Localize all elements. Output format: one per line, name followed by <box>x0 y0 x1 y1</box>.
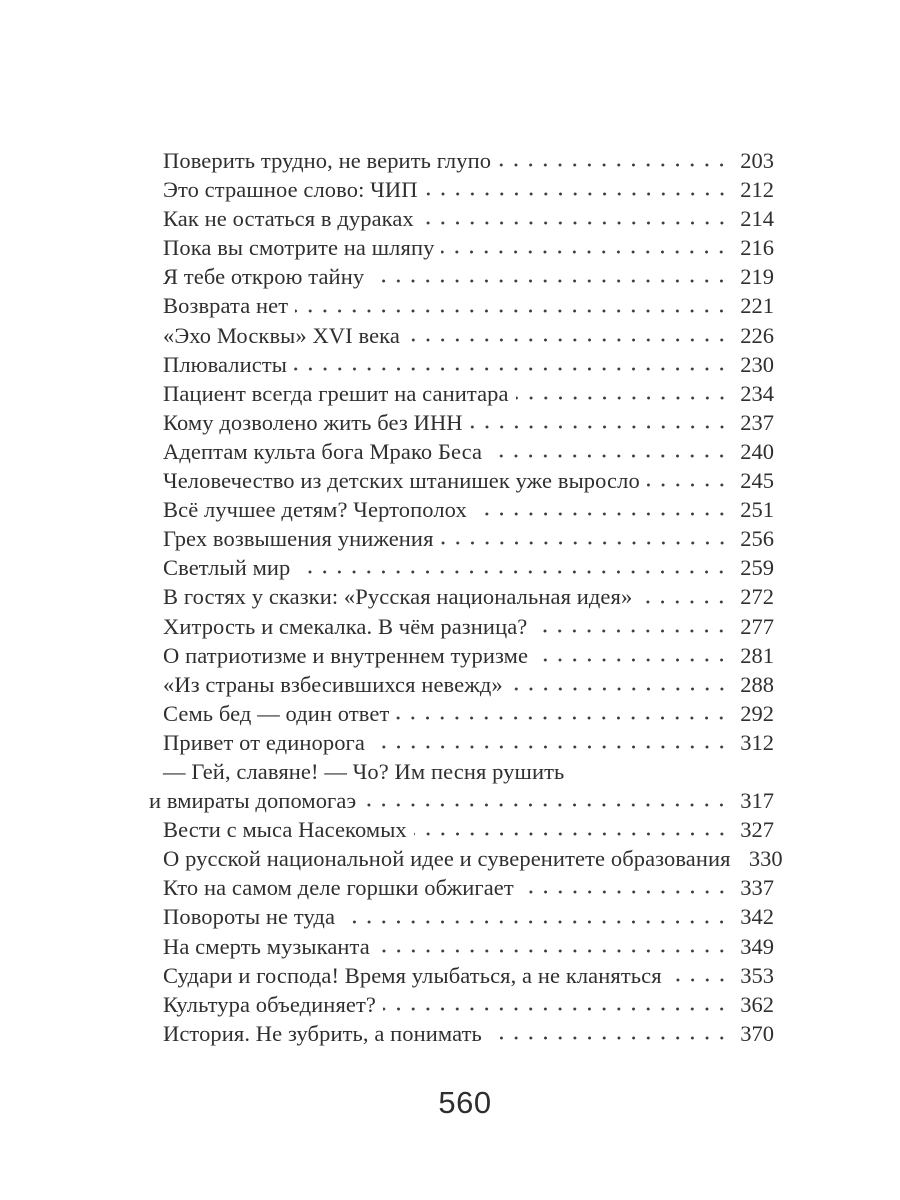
dot-leader <box>396 699 729 728</box>
dot-leader <box>516 379 729 408</box>
toc-entry-title: «Из страны взбесившихся невежд» <box>163 671 503 697</box>
toc-entry-page: 256 <box>740 526 774 552</box>
toc-entry <box>163 233 774 262</box>
dot-leader <box>372 728 729 757</box>
toc-entry-title: «Эхо Москвы» XVI века <box>163 322 400 348</box>
dot-leader <box>535 641 729 670</box>
toc-entry <box>163 321 774 350</box>
dot-leader <box>510 670 729 699</box>
dot-leader <box>425 175 729 204</box>
toc-entry <box>163 961 774 990</box>
dot-leader <box>377 932 729 961</box>
toc-entry-title: Возврата нет <box>163 293 289 319</box>
toc-entry-page: 288 <box>740 671 774 697</box>
toc-entry-page: 226 <box>740 322 774 348</box>
dot-leader <box>371 262 729 291</box>
toc-entry-title: — Гей, славяне! — Чо? Им песня рушить <box>163 758 565 784</box>
toc-entry-title: Поверить трудно, не верить глупо <box>163 148 492 173</box>
toc-entry-title: Кто на самом деле горшки обжигает <box>163 875 514 901</box>
toc-entry-title: Судари и господа! Время улыбаться, а не кланяться <box>163 962 662 988</box>
toc-entry-title: О патриотизме и внутреннем туризме <box>163 642 529 668</box>
toc-entry-title: Человечество из детских штанишек уже выросло <box>163 468 640 494</box>
toc-entry-title: Я тебе открою тайну <box>163 264 365 290</box>
toc-entry-page: 342 <box>740 904 774 930</box>
toc-entry <box>149 786 774 815</box>
toc-entry-page: 337 <box>740 875 774 901</box>
toc-entry-title: Плювалисты <box>163 351 288 377</box>
toc-entry-page: 240 <box>740 438 774 464</box>
toc-entry <box>163 728 774 757</box>
toc-entry <box>163 990 774 1019</box>
dot-leader <box>669 961 729 990</box>
toc-entry-title: На смерть музыканта <box>163 933 370 959</box>
toc-entry <box>163 641 774 670</box>
dot-leader <box>383 990 729 1019</box>
toc-entry-title: Кому дозволено жить без ИНН <box>163 409 463 435</box>
toc-entry-page: 330 <box>748 846 783 872</box>
toc-entry-page: 219 <box>740 264 774 290</box>
toc-entry-title: и вмираты допомогаэ <box>149 788 357 814</box>
dot-leader <box>407 321 729 350</box>
toc-entry-page: 353 <box>740 962 774 988</box>
toc-entry <box>163 873 774 902</box>
toc-entry <box>163 408 774 437</box>
dot-leader <box>647 466 729 495</box>
toc-entry <box>163 699 774 728</box>
toc-entry <box>163 932 774 961</box>
toc-entry-title: Привет от единорога <box>163 729 365 755</box>
toc-entry-page: 251 <box>740 497 774 523</box>
toc-entry-page: 362 <box>740 991 774 1017</box>
toc-entry-page: 245 <box>740 468 774 494</box>
toc-entry-page: 277 <box>740 613 774 639</box>
toc-entry-title: Семь бед — один ответ <box>163 700 390 726</box>
toc-entry <box>163 175 774 204</box>
toc-entry-title: Как не остаться в дураках <box>163 206 414 232</box>
toc-entry-title: Светлый мир <box>163 555 291 581</box>
toc-entry-title: Пока вы смотрите на шляпу <box>163 235 435 261</box>
toc-entry <box>163 262 774 291</box>
toc-entry-page: 214 <box>740 206 774 232</box>
dot-leader <box>363 786 729 815</box>
toc-entry <box>163 582 774 611</box>
toc-entry-page: 212 <box>740 177 774 203</box>
toc-entry-title: Культура объединяет? <box>163 991 377 1017</box>
toc-entry-title: Хитрость и смекалка. В чём разница? <box>163 613 528 639</box>
toc-entry-page: 281 <box>740 642 774 668</box>
toc-entry-title: Пациент всегда грешит на санитара <box>163 380 509 406</box>
toc-entry-title: Грех возвышения унижения <box>163 526 434 552</box>
toc-entry <box>163 815 774 844</box>
toc-entry <box>163 757 774 786</box>
toc-entry <box>163 670 774 699</box>
dot-leader <box>521 873 729 902</box>
dot-leader <box>342 902 729 931</box>
page-footer <box>0 1086 900 1120</box>
toc-entry <box>163 291 774 320</box>
toc-entry-page: 272 <box>740 584 774 610</box>
dot-leader <box>639 582 729 611</box>
toc-entry-page: 292 <box>740 700 774 726</box>
toc-entry-page: 370 <box>740 1020 774 1046</box>
toc-entry-page: 312 <box>740 729 774 755</box>
dot-leader <box>294 350 729 379</box>
toc-entry-page: 237 <box>740 409 774 435</box>
dot-leader <box>498 146 729 175</box>
dot-leader <box>297 553 729 582</box>
toc-entry <box>163 350 774 379</box>
dot-leader <box>414 815 729 844</box>
toc-entry-title: Это страшное слово: ЧИП <box>163 177 418 203</box>
toc-entry-page: 259 <box>740 555 774 581</box>
folio-page-number: 560 <box>438 1085 492 1120</box>
toc-entry-page: 327 <box>740 817 774 843</box>
toc-entry <box>163 437 774 466</box>
toc-entry <box>163 204 774 233</box>
toc-entry-page: 230 <box>740 351 774 377</box>
dot-leader <box>295 291 729 320</box>
toc-entry <box>163 1019 774 1048</box>
toc-entry <box>163 495 774 524</box>
toc-entry <box>163 379 774 408</box>
dot-leader <box>489 437 729 466</box>
toc-entry <box>163 524 774 553</box>
dot-leader <box>474 495 729 524</box>
dot-leader <box>534 612 729 641</box>
toc-entry-page: 216 <box>740 235 774 261</box>
toc-entry-title: Всё лучшее детям? Чертополох <box>163 497 467 523</box>
toc-entry <box>163 844 783 873</box>
toc-entry <box>163 612 774 641</box>
dot-leader <box>441 233 729 262</box>
toc-entry-page: 234 <box>740 380 774 406</box>
dot-leader <box>441 524 729 553</box>
toc-entry-title: В гостях у сказки: «Русская национальная идея» <box>163 584 633 610</box>
toc-entry <box>163 466 774 495</box>
toc-entry <box>163 553 774 582</box>
toc-entry-title: Повороты не туда <box>163 904 336 930</box>
toc-entry-page: 317 <box>740 788 774 814</box>
toc-entry-title: История. Не зубрить, а понимать <box>163 1020 482 1046</box>
toc-entry-page: 203 <box>740 148 774 173</box>
dot-leader <box>421 204 729 233</box>
toc-entry-title: Вести с мыса Насекомых <box>163 817 407 843</box>
toc-entry-title: О русской национальной идее и суверенитете образования <box>163 846 731 872</box>
dot-leader <box>489 1019 729 1048</box>
toc-list <box>149 146 783 1048</box>
toc-entry-page: 349 <box>740 933 774 959</box>
toc-entry-title: Адептам культа бога Мрако Беса <box>163 438 483 464</box>
dot-leader <box>470 408 729 437</box>
toc-entry <box>163 146 774 175</box>
toc-entry <box>163 902 774 931</box>
toc-entry-page: 221 <box>740 293 774 319</box>
